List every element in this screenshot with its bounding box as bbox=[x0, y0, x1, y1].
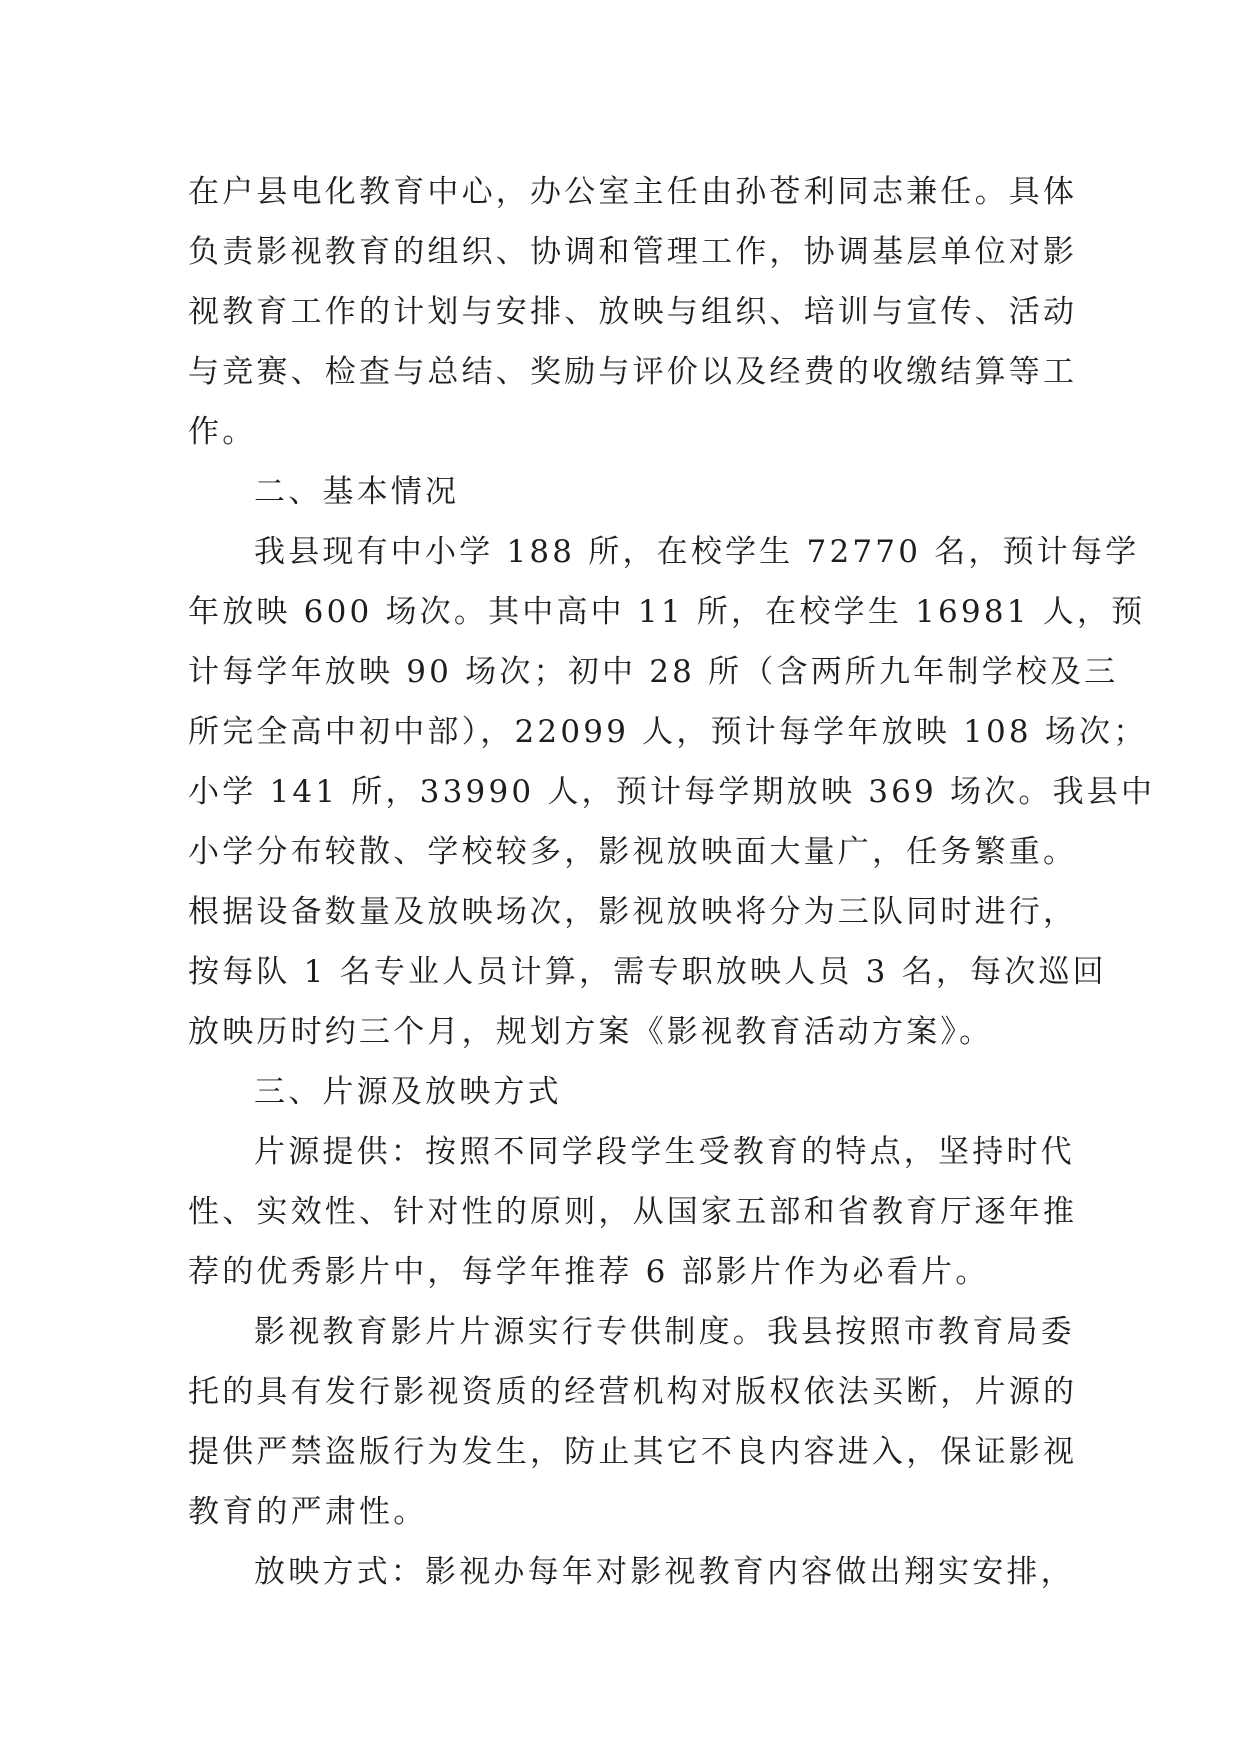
text-line: 按每队 1 名专业人员计算，需专职放映人员 3 名，每次巡回 bbox=[188, 954, 1107, 990]
text-line: 在户县电化教育中心，办公室主任由孙苍利同志兼任。具体 bbox=[188, 174, 1078, 210]
text-line: 根据设备数量及放映场次，影视放映将分为三队同时进行， bbox=[188, 894, 1078, 930]
text-line: 放映历时约三个月，规划方案《影视教育活动方案》。 bbox=[188, 1014, 994, 1050]
text-line: 计每学年放映 90 场次；初中 28 所（含两所九年制学校及三 bbox=[188, 654, 1119, 690]
text-line: 小学分布较散、学校较多，影视放映面大量广，任务繁重。 bbox=[188, 834, 1078, 870]
text-line: 视教育工作的计划与安排、放映与组织、培训与宣传、活动 bbox=[188, 294, 1078, 330]
text-line: 片源提供：按照不同学段学生受教育的特点，坚持时代 bbox=[254, 1134, 1075, 1170]
text-line: 我县现有中小学 188 所，在校学生 72770 名，预计每学 bbox=[254, 534, 1140, 570]
section-heading: 三、片源及放映方式 bbox=[254, 1074, 562, 1110]
text-line: 提供严禁盗版行为发生，防止其它不良内容进入，保证影视 bbox=[188, 1434, 1078, 1470]
text-line: 小学 141 所，33990 人，预计每学期放映 369 场次。我县中 bbox=[188, 774, 1156, 810]
text-line: 负责影视教育的组织、协调和管理工作，协调基层单位对影 bbox=[188, 234, 1078, 270]
text-line: 托的具有发行影视资质的经营机构对版权依法买断，片源的 bbox=[188, 1374, 1078, 1410]
text-line: 与竞赛、检查与总结、奖励与评价以及经费的收缴结算等工 bbox=[188, 354, 1078, 390]
text-line: 性、实效性、针对性的原则，从国家五部和省教育厅逐年推 bbox=[188, 1194, 1078, 1230]
text-line: 教育的严肃性。 bbox=[188, 1494, 428, 1530]
text-line: 所完全高中初中部），22099 人，预计每学年放映 108 场次； bbox=[188, 714, 1148, 750]
text-line: 放映方式：影视办每年对影视教育内容做出翔实安排， bbox=[254, 1554, 1075, 1590]
text-line: 荐的优秀影片中，每学年推荐 6 部影片作为必看片。 bbox=[188, 1254, 990, 1290]
text-line: 作。 bbox=[188, 414, 257, 450]
text-line: 年放映 600 场次。其中高中 11 所，在校学生 16981 人，预 bbox=[188, 594, 1146, 630]
section-heading: 二、基本情况 bbox=[254, 474, 460, 510]
text-line: 影视教育影片片源实行专供制度。我县按照市教育局委 bbox=[254, 1314, 1075, 1350]
body-text bbox=[188, 162, 1156, 1602]
